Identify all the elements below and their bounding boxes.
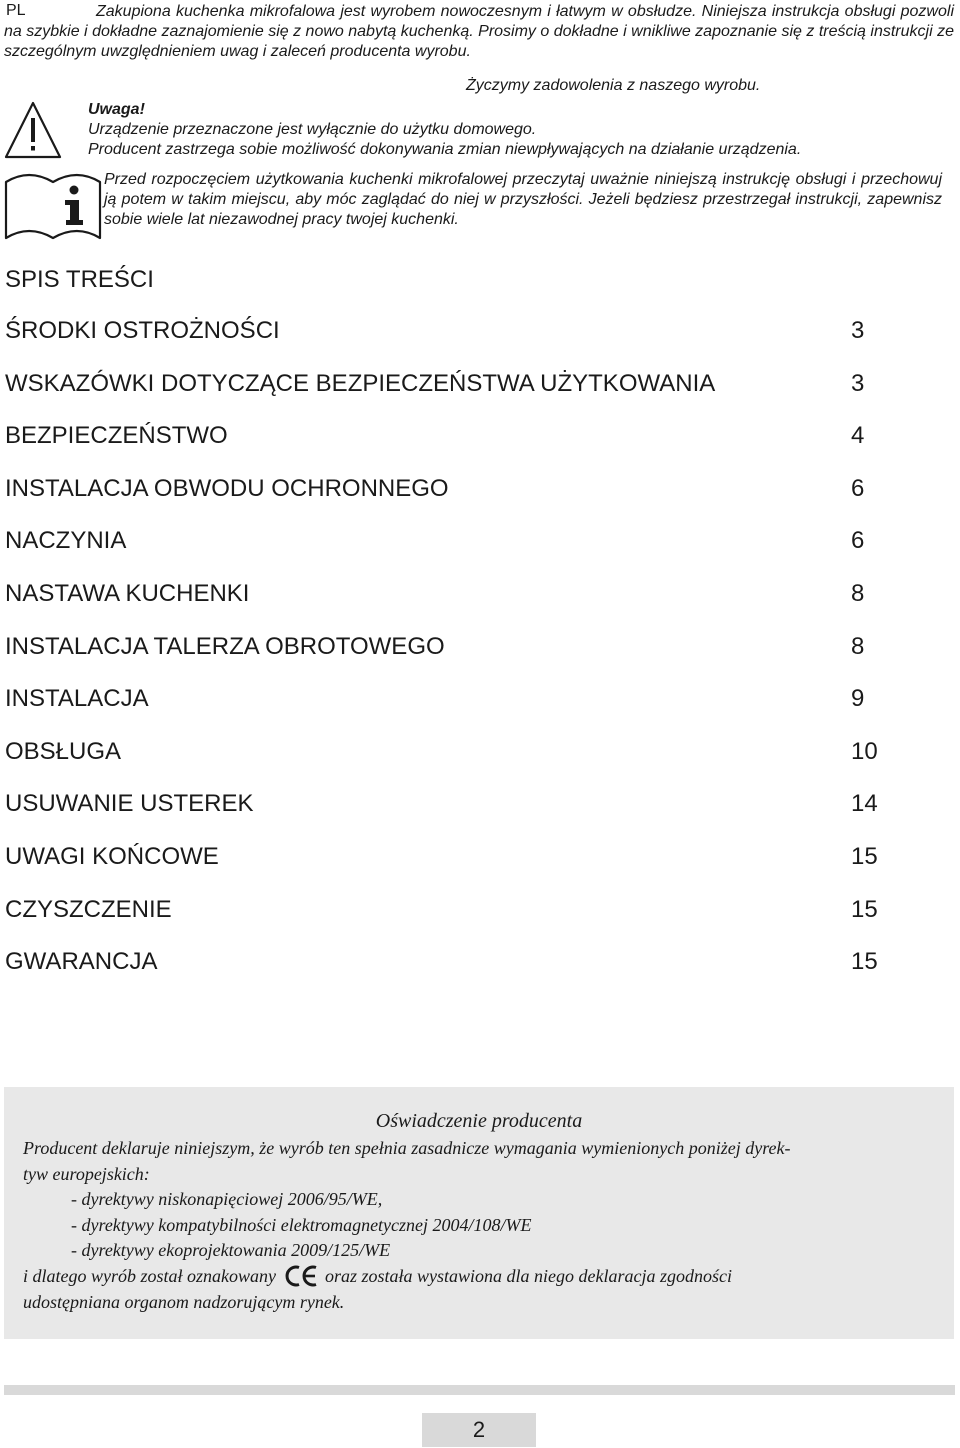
toc-item [5,579,885,632]
declaration-box [4,1087,954,1339]
toc-item-title: UWAGI KOŃCOWE [5,842,219,870]
warning-domestic-use: Urządzenie przeznaczone jest wyłącznie do użytku domowego. [88,121,537,138]
declaration-marking-line [23,1264,903,1290]
toc-item-title: INSTALACJA OBWODU OCHRONNEGO [5,474,449,502]
ce-mark-icon [284,1265,318,1287]
intro-paragraph: Zakupiona kuchenka mikrofalowa jest wyrobem nowoczesnym i łatwym w obsłudze. Niniejsza instrukcja obsługi pozwoli na szybkie i dokładne zaznajomienie się z nowo nabytą kuchenką. Prosimy o dokładne i wnikliwe zapoznanie się z treścią instrukcji ze szczególnym uwzględnieniem uwag i zaleceń producenta wyrobu. [4,3,954,60]
footer-divider [4,1385,955,1395]
toc-item-page: 3 [851,369,865,397]
toc-item [5,632,885,685]
language-code: PL [6,2,26,19]
toc-item [5,316,885,369]
toc-item-page: 8 [851,579,865,607]
toc-item-page: 15 [851,948,878,976]
toc-item [5,789,885,842]
info-paragraph: Przed rozpoczęciem użytkowania kuchenki mikrofalowej przeczytaj uważnie niniejszą instrukcję obsługi i przechowuj ją potem w takim miejscu, aby móc zaglądać do niej w przyszłości. Jeżeli będziesz przestrzegał instrukcji, zapewnisz sobie wiele lat niezawodnej pracy twojej kuchenki. [104,171,942,228]
declaration-intro-line2: tyw europejskich: [23,1163,150,1184]
toc-item-page: 14 [851,790,878,818]
info-book-icon [4,168,102,240]
wish-line: Życzymy zadowolenia z naszego wyrobu. [466,77,761,94]
declaration-body [23,1136,903,1315]
toc-item [5,684,885,737]
page-number: 2 [422,1413,536,1447]
toc-item [5,895,885,948]
toc-item-page: 15 [851,895,878,923]
toc-item-page: 9 [851,685,865,713]
directive-ecodesign: - dyrektywy ekoprojektowania 2009/125/WE [71,1240,391,1261]
toc-heading: SPIS TREŚCI [5,266,154,293]
toc-item-page: 4 [851,422,865,450]
toc-item [5,526,885,579]
declaration-title: Oświadczenie producenta [375,1110,583,1132]
declaration-intro-line1: Producent deklaruje niniejszym, że wyrób ten spełnia zasadnicze wymagania wymienionych poniżej dyrek- [23,1138,791,1158]
directive-emc: - dyrektywy kompatybilności elektromagnetycznej 2004/108/WE [71,1214,532,1235]
toc-item-page: 3 [851,317,865,344]
toc-item-page: 15 [851,842,878,870]
toc-item-title: NASTAWA KUCHENKI [5,579,250,607]
marking-after: oraz została wystawiona dla niego deklaracja zgodności [325,1265,732,1286]
warning-manufacturer-changes: Producent zastrzega sobie możliwość dokonywania zmian niewpływających na działanie urządzenia. [88,141,802,158]
toc-item-title: NACZYNIA [5,527,127,555]
toc-item-title: INSTALACJA [5,685,149,713]
toc-item-title: GWARANCJA [5,948,158,976]
toc-item-page: 6 [851,474,865,502]
toc-item-title: WSKAZÓWKI DOTYCZĄCE BEZPIECZEŃSTWA UŻYTKOWANIA [5,369,716,397]
toc-item-title: BEZPIECZEŃSTWO [5,422,228,450]
toc-item-title: CZYSZCZENIE [5,895,172,923]
toc-item [5,737,885,790]
directive-low-voltage: - dyrektywy niskonapięciowej 2006/95/WE, [71,1189,383,1210]
marking-before: i dlatego wyrób został oznakowany [23,1265,276,1286]
toc-item-page: 10 [851,737,878,765]
warning-title: Uwaga! [88,101,145,118]
toc-item-page: 8 [851,632,865,660]
declaration-final-line: udostępniana organom nadzorującym rynek. [23,1291,345,1312]
toc-item [5,842,885,895]
toc-item-title: INSTALACJA TALERZA OBROTOWEGO [5,632,445,660]
warning-triangle-icon [4,100,62,160]
toc-list [5,316,885,1000]
toc-item-title: OBSŁUGA [5,737,122,765]
toc-item [5,369,885,422]
toc-item-title: USUWANIE USTEREK [5,790,254,818]
toc-item [5,947,885,1000]
toc-item-title: ŚRODKI OSTROŻNOŚCI [5,317,280,344]
toc-item-page: 6 [851,527,865,555]
toc-item [5,474,885,527]
toc-item [5,421,885,474]
